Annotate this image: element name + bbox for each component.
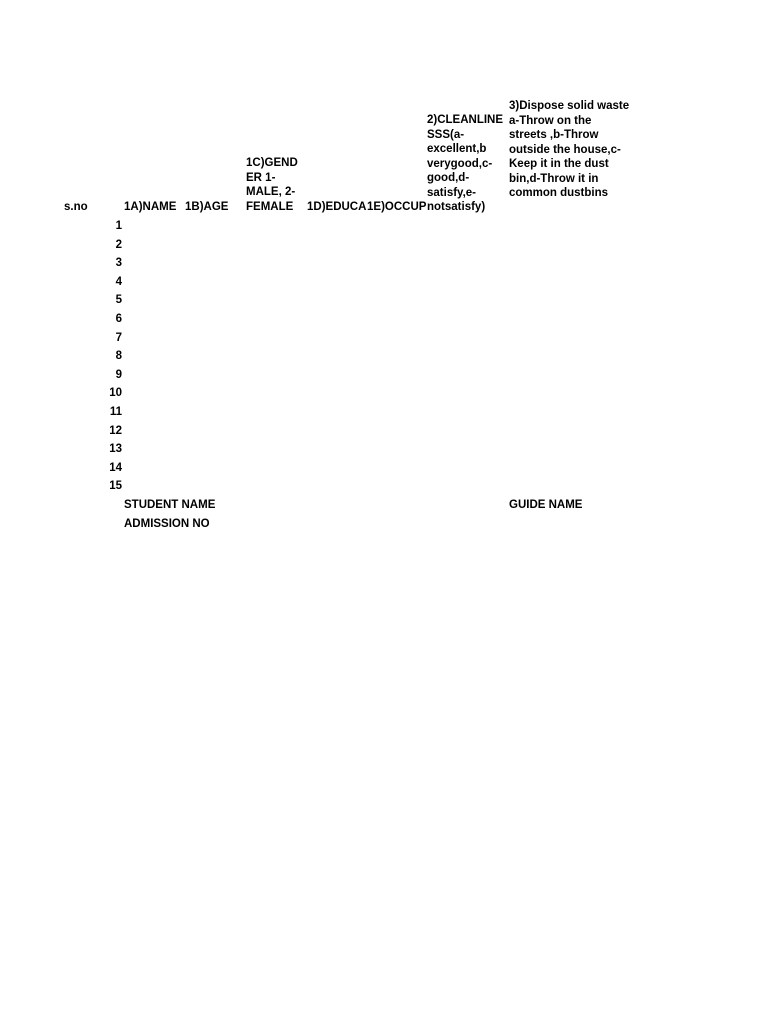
row-number: 5 [115,294,122,307]
header-cleanliness: 2)CLEANLINE SSS(a- excellent,b verygood,c- good,d- satisfy,e- notsatisfy) [427,114,504,213]
header-name: 1A)NAME [124,201,177,213]
row-number: 1 [115,220,122,232]
row-number: 6 [115,313,122,325]
row-number: 12 [109,424,122,437]
header-dispose-waste: 3)Dispose solid waste a-Throw on the streets ,b-Throw outside the house,c- Keep it in the dust bin,d-Throw it in common dustbins [509,100,630,199]
guide-name-label: GUIDE NAME [509,499,583,511]
header-occupation: 1E)OCCUP [367,201,427,213]
student-name-label: STUDENT NAME [124,499,216,511]
row-number: 7 [115,331,122,344]
row-number: 9 [115,368,122,381]
header-education: 1D)EDUCA [307,201,367,213]
row-number: 4 [115,275,122,288]
header-age: 1B)AGE [185,201,229,213]
header-sno: s.no [64,201,88,213]
row-number: 11 [109,406,122,418]
row-number: 15 [109,480,122,493]
row-number: 13 [109,443,122,456]
row-number: 2 [115,238,122,251]
row-number: 8 [115,350,122,363]
admission-no-label: ADMISSION NO [124,518,210,530]
row-number: 3 [115,257,122,270]
row-number: 14 [109,461,122,474]
row-number: 10 [109,387,122,400]
header-gender: 1C)GEND ER 1- MALE, 2- FEMALE [246,157,298,213]
